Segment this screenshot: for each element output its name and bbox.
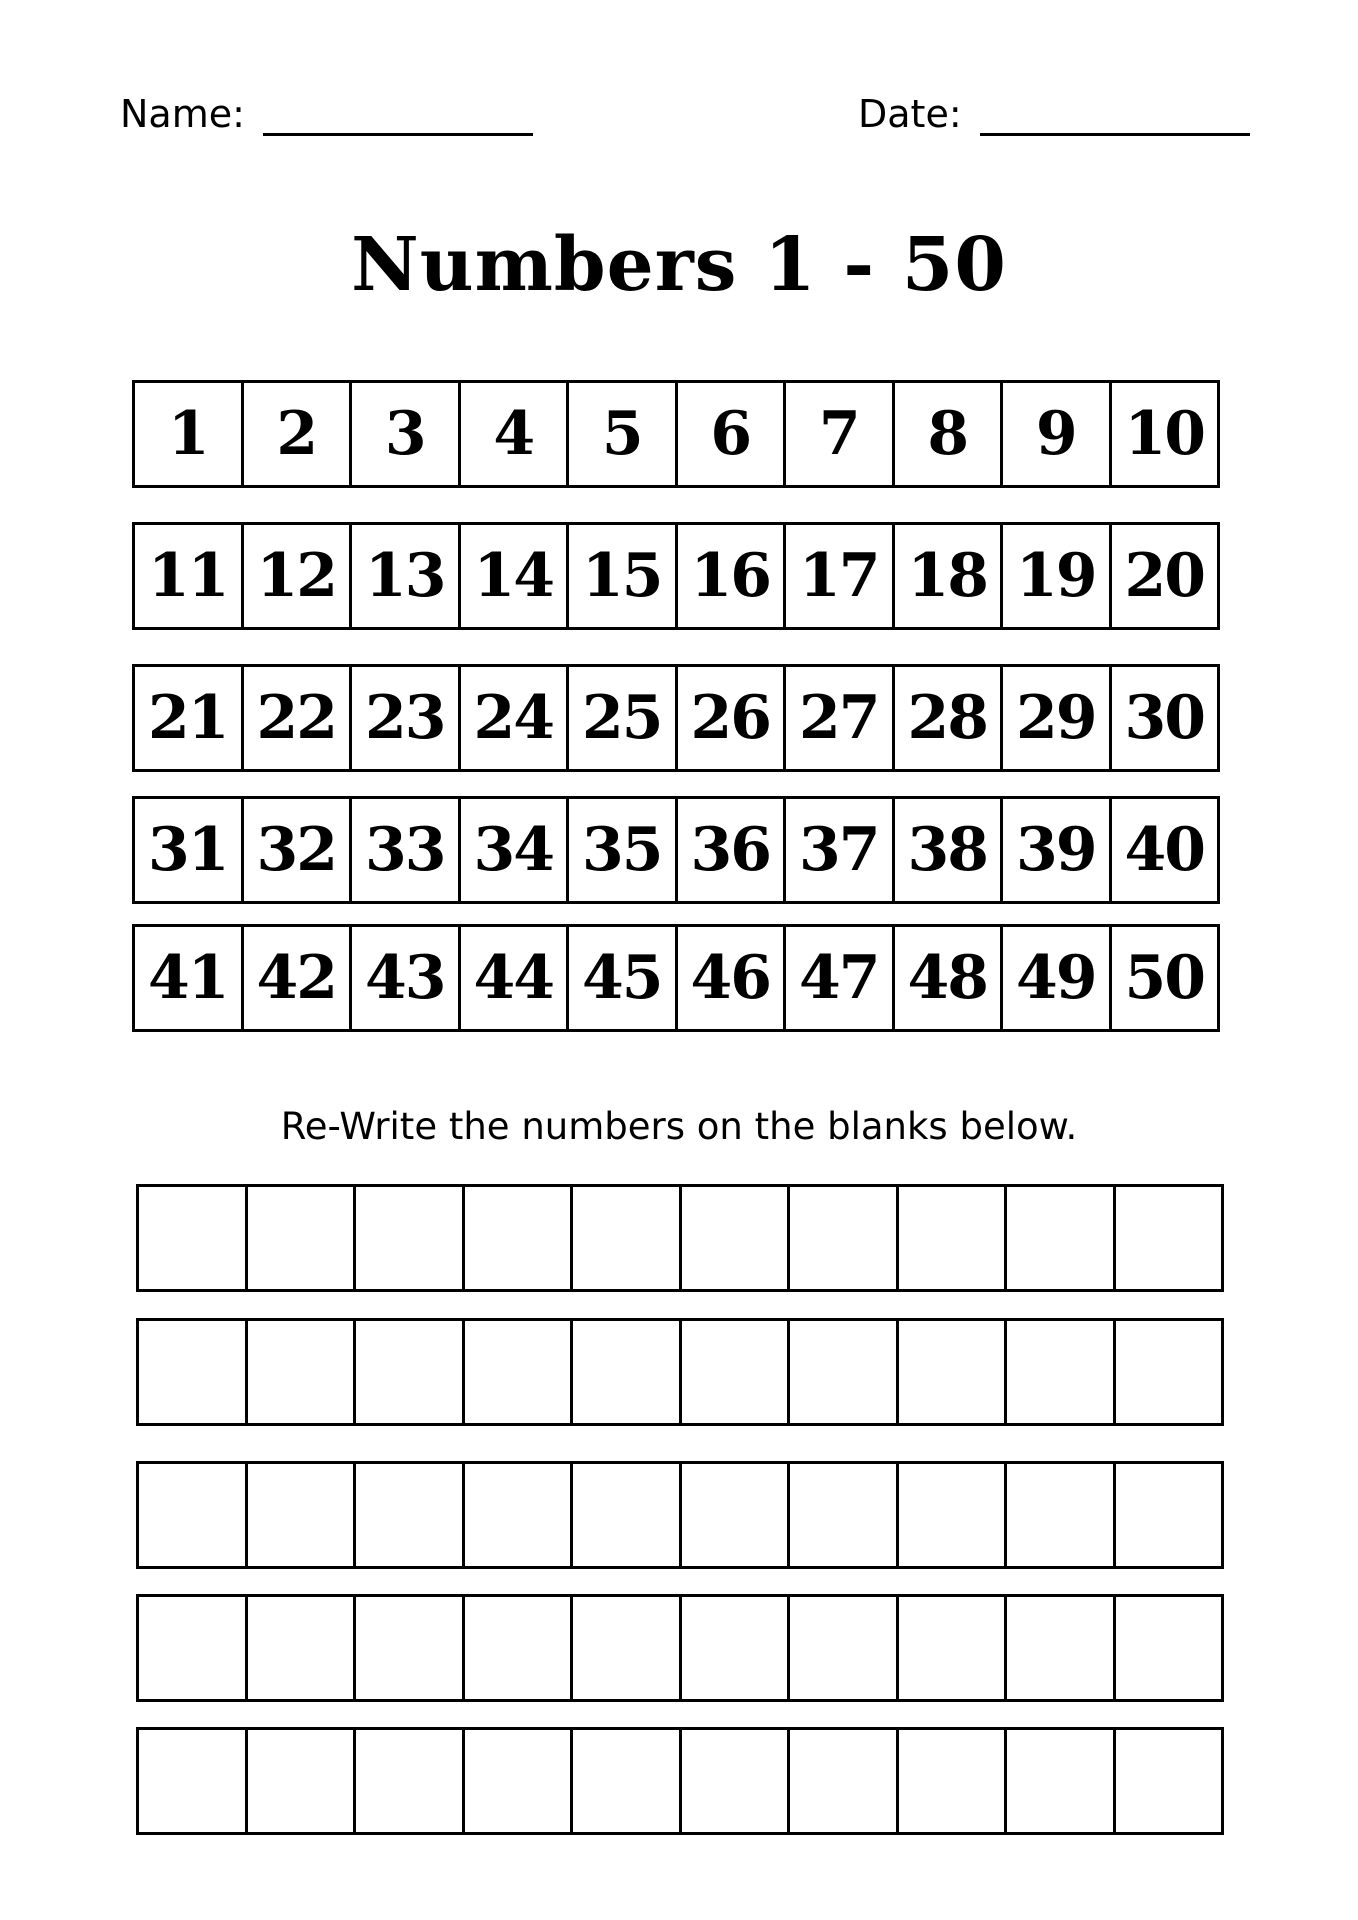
blank-cell[interactable] (462, 1464, 571, 1566)
number-cell: 47 (783, 927, 892, 1029)
number-cell: 8 (892, 383, 1001, 485)
number-cell: 15 (566, 525, 675, 627)
number-cell: 44 (458, 927, 567, 1029)
blank-cell[interactable] (1113, 1321, 1222, 1423)
blank-cell[interactable] (896, 1321, 1005, 1423)
blank-cell[interactable] (1113, 1464, 1222, 1566)
blank-cell[interactable] (1004, 1187, 1113, 1289)
number-cell: 38 (892, 799, 1001, 901)
blank-cell[interactable] (462, 1321, 571, 1423)
date-blank-line[interactable] (980, 93, 1250, 136)
date-label: Date: (858, 92, 962, 136)
number-cell: 49 (1000, 927, 1109, 1029)
number-cell: 20 (1109, 525, 1218, 627)
name-label: Name: (120, 92, 245, 136)
number-cell: 1 (167, 399, 208, 469)
number-row (132, 664, 1220, 772)
blank-cell[interactable] (1113, 1730, 1222, 1832)
blank-row (136, 1594, 1224, 1702)
blank-cell[interactable] (570, 1730, 679, 1832)
blank-cell[interactable] (139, 1464, 245, 1566)
number-cell: 12 (241, 525, 350, 627)
blank-cell[interactable] (787, 1321, 896, 1423)
blank-cell[interactable] (896, 1187, 1005, 1289)
blank-cell[interactable] (462, 1187, 571, 1289)
number-cell: 16 (675, 525, 784, 627)
number-cell: 33 (349, 799, 458, 901)
number-cell: 3 (349, 383, 458, 485)
blank-row (136, 1727, 1224, 1835)
number-cell: 10 (1109, 383, 1218, 485)
blank-cell[interactable] (245, 1321, 354, 1423)
blank-cell[interactable] (1004, 1730, 1113, 1832)
number-cell: 7 (783, 383, 892, 485)
number-cell: 23 (349, 667, 458, 769)
blank-row (136, 1318, 1224, 1426)
number-cell: 17 (783, 525, 892, 627)
number-cell: 41 (148, 943, 228, 1013)
number-row (132, 796, 1220, 904)
number-cell: 43 (349, 927, 458, 1029)
blank-cell[interactable] (462, 1730, 571, 1832)
number-cell: 31 (148, 815, 228, 885)
blank-cell[interactable] (139, 1597, 245, 1699)
name-field[interactable] (120, 92, 533, 136)
blank-cell[interactable] (1004, 1464, 1113, 1566)
date-field[interactable] (858, 92, 1250, 136)
blank-cell[interactable] (679, 1464, 788, 1566)
blank-cell[interactable] (570, 1321, 679, 1423)
number-cell: 36 (675, 799, 784, 901)
number-cell: 50 (1109, 927, 1218, 1029)
number-cell: 34 (458, 799, 567, 901)
blank-cell[interactable] (353, 1597, 462, 1699)
number-cell: 46 (675, 927, 784, 1029)
blank-cell[interactable] (353, 1187, 462, 1289)
number-cell: 37 (783, 799, 892, 901)
number-cell: 42 (241, 927, 350, 1029)
number-cell: 9 (1000, 383, 1109, 485)
number-cell: 30 (1109, 667, 1218, 769)
blank-cell[interactable] (679, 1597, 788, 1699)
blank-cell[interactable] (787, 1730, 896, 1832)
number-cell: 26 (675, 667, 784, 769)
blank-cell[interactable] (570, 1464, 679, 1566)
page-title: Numbers 1 - 50 (351, 222, 1007, 308)
blank-cell[interactable] (1004, 1597, 1113, 1699)
number-cell: 19 (1000, 525, 1109, 627)
blank-cell[interactable] (353, 1321, 462, 1423)
blank-cell[interactable] (679, 1187, 788, 1289)
number-cell: 35 (566, 799, 675, 901)
name-blank-line[interactable] (263, 93, 533, 136)
number-cell: 6 (675, 383, 784, 485)
blank-cell[interactable] (245, 1597, 354, 1699)
blank-cell[interactable] (245, 1730, 354, 1832)
number-cell: 40 (1109, 799, 1218, 901)
blank-cell[interactable] (245, 1464, 354, 1566)
number-row (132, 522, 1220, 630)
blank-row (136, 1184, 1224, 1292)
number-cell: 21 (148, 683, 228, 753)
blank-cell[interactable] (787, 1464, 896, 1566)
number-cell: 27 (783, 667, 892, 769)
number-cell: 25 (566, 667, 675, 769)
blank-cell[interactable] (1113, 1187, 1222, 1289)
number-cell: 13 (349, 525, 458, 627)
number-cell: 14 (458, 525, 567, 627)
number-cell: 5 (566, 383, 675, 485)
blank-cell[interactable] (679, 1730, 788, 1832)
blank-cell[interactable] (1004, 1321, 1113, 1423)
blank-cell[interactable] (896, 1730, 1005, 1832)
number-cell: 39 (1000, 799, 1109, 901)
blank-cell[interactable] (245, 1187, 354, 1289)
blank-cell[interactable] (570, 1187, 679, 1289)
number-cell: 48 (892, 927, 1001, 1029)
blank-cell[interactable] (139, 1730, 245, 1832)
number-cell: 22 (241, 667, 350, 769)
number-cell: 18 (892, 525, 1001, 627)
number-cell: 2 (241, 383, 350, 485)
number-cell: 32 (241, 799, 350, 901)
blank-cell[interactable] (139, 1187, 245, 1289)
number-cell: 11 (148, 541, 228, 611)
blank-row (136, 1461, 1224, 1569)
number-cell: 24 (458, 667, 567, 769)
blank-cell[interactable] (787, 1597, 896, 1699)
blank-cell[interactable] (679, 1321, 788, 1423)
number-cell: 29 (1000, 667, 1109, 769)
number-cell: 45 (566, 927, 675, 1029)
blank-cell[interactable] (353, 1730, 462, 1832)
instruction-text: Re-Write the numbers on the blanks below. (280, 1105, 1078, 1148)
blank-cell[interactable] (896, 1464, 1005, 1566)
blank-cell[interactable] (896, 1597, 1005, 1699)
number-cell: 4 (458, 383, 567, 485)
blank-cell[interactable] (139, 1321, 245, 1423)
blank-cell[interactable] (1113, 1597, 1222, 1699)
number-row (132, 380, 1220, 488)
number-row (132, 924, 1220, 1032)
blank-cell[interactable] (787, 1187, 896, 1289)
number-cell: 28 (892, 667, 1001, 769)
blank-cell[interactable] (353, 1464, 462, 1566)
blank-cell[interactable] (570, 1597, 679, 1699)
blank-cell[interactable] (462, 1597, 571, 1699)
